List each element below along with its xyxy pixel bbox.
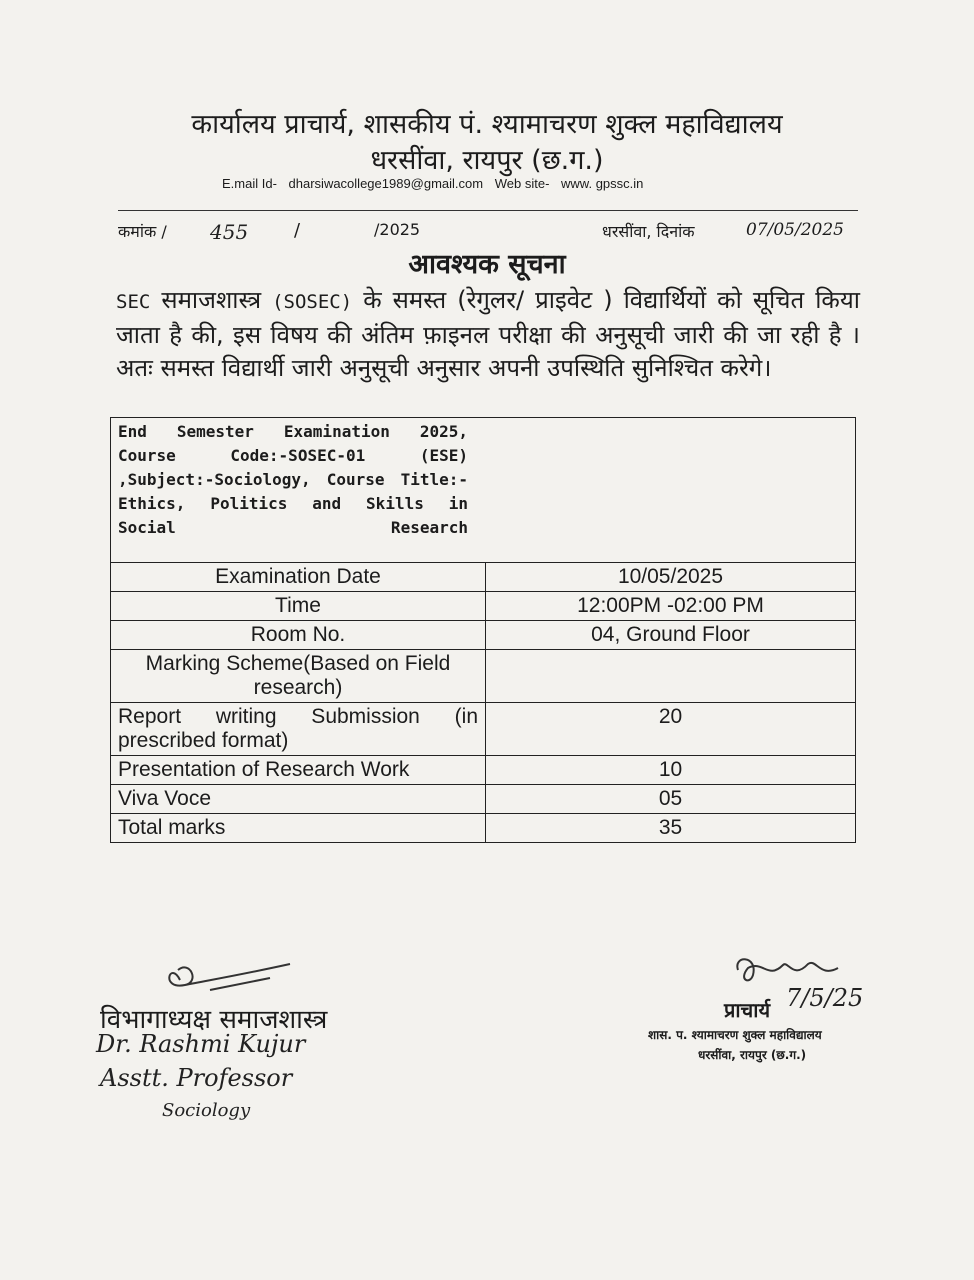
viva-voce-marks: 05 [486, 785, 856, 814]
report-writing-label: Report writing Submission (in prescribed format) [111, 703, 486, 756]
table-row [111, 814, 856, 843]
reference-year: /2025 [374, 220, 421, 239]
hod-department: Sociology [162, 1100, 251, 1121]
course-info-cell [111, 418, 856, 563]
principal-sign-date: 7/5/25 [786, 984, 864, 1012]
principal-title: प्राचार्य [724, 998, 771, 1022]
subject-name: समाजशास्त्र [161, 286, 262, 314]
table-row [111, 703, 856, 756]
table-row [111, 785, 856, 814]
presentation-label: Presentation of Research Work [111, 756, 486, 785]
college-stamp-line2: धरसींवा, रायपुर (छ.ग.) [698, 1048, 807, 1062]
office-address: धरसींवा, रायपुर (छ.ग.) [370, 145, 604, 176]
sec-prefix: SEC [116, 291, 151, 313]
college-stamp-line1: शास. प. श्यामाचरण शुक्ल महाविद्यालय [648, 1028, 822, 1042]
table-row [111, 592, 856, 621]
notice-paragraph [116, 284, 860, 385]
hod-designation: Asstt. Professor [100, 1064, 293, 1092]
table-row [111, 756, 856, 785]
marking-scheme-empty [486, 650, 856, 703]
room-label: Room No. [111, 621, 486, 650]
time-label: Time [111, 592, 486, 621]
header-divider [118, 210, 858, 211]
place-date-label: धरसींवा, दिनांक [602, 222, 695, 241]
office-title: कार्यालय प्राचार्य, शासकीय पं. श्यामाचरण शुक्ल महाविद्यालय [191, 109, 783, 140]
website-label: Web site- [494, 176, 550, 191]
total-marks-label: Total marks [111, 814, 486, 843]
notice-date: 07/05/2025 [746, 220, 844, 240]
email-address: dharsiwacollege1989@gmail.com [288, 176, 484, 191]
reference-number: 455 [210, 220, 249, 244]
website-url: www. gpssc.in [561, 176, 644, 191]
notice-body: के समस्त (रेगुलर/ प्राइवेट ) विद्यार्थियों को सूचित किया जाता है की, इस विषय की अंतिम फ़ाइनल परीक्षा की अनुसूची जारी की जा रही है । अतः समस्त विद्यार्थी जारी अनुसूची अनुसार अपनी उपस्थिति सुनिश्चित करेगे। [116, 286, 860, 382]
exam-schedule-table [110, 417, 856, 843]
table-row [111, 563, 856, 592]
contact-line [222, 176, 651, 191]
table-row [111, 621, 856, 650]
subject-code: (SOSEC) [272, 291, 353, 313]
marking-scheme-heading: Marking Scheme(Based on Field research) [111, 650, 486, 703]
time-value: 12:00PM -02:00 PM [486, 592, 856, 621]
email-label: E.mail Id- [222, 176, 277, 191]
reference-label: कमांक / [118, 222, 167, 241]
reference-slash: / [294, 220, 301, 241]
viva-voce-label: Viva Voce [111, 785, 486, 814]
room-value: 04, Ground Floor [486, 621, 856, 650]
table-row [111, 418, 856, 563]
table-row [111, 650, 856, 703]
presentation-marks: 10 [486, 756, 856, 785]
hod-title: विभागाध्यक्ष समाजशास्त्र [100, 1005, 328, 1035]
notice-title: आवश्यक सूचना [408, 249, 566, 280]
exam-date-value: 10/05/2025 [486, 563, 856, 592]
course-info: End Semester Examination 2025, Course Code:-SOSEC-01 (ESE) ,Subject:-Sociology, Course Title:-Ethics, Politics and Skills in Social Research [118, 422, 468, 537]
report-writing-marks: 20 [486, 703, 856, 756]
hod-name: Dr. Rashmi Kujur [96, 1030, 306, 1058]
total-marks-value: 35 [486, 814, 856, 843]
exam-date-label: Examination Date [111, 563, 486, 592]
